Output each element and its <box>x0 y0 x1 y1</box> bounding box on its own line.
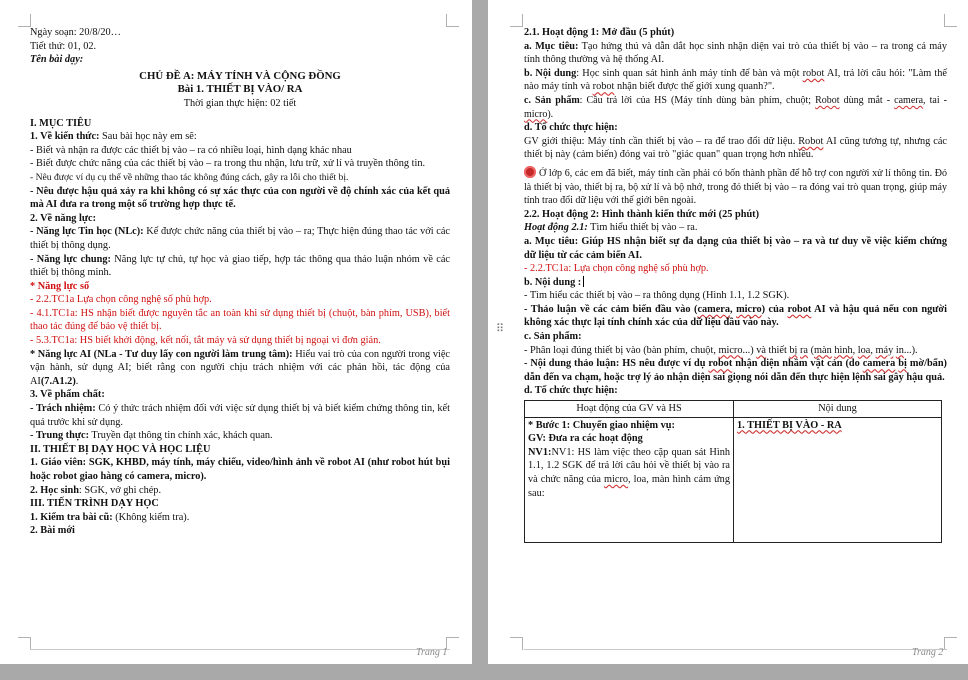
nv1-text: NV1:NV1: HS làm việc theo cặp quan sát Hình 1.1, 1.2 SGK để trả lời câu hỏi về thiết bị vào ra và chức năng của micro, loa, màn hình cảm ứng sau: <box>528 446 730 499</box>
noi-dung: b. Nội dung: Học sinh quan sát hình ảnh máy tính để bàn và một robot AI, trả lời câu hỏi: "Làm thế nào máy tính và robot nhận biết được thế giới xung quanh?". <box>524 67 947 93</box>
crop-mark <box>510 637 523 650</box>
document-page-1[interactable] <box>0 0 472 664</box>
table-header-cell: Hoạt động của GV và HS <box>525 401 734 418</box>
ten-bai-day: Tên bài dạy: <box>30 54 84 66</box>
page-number: Trang 1 <box>416 647 448 658</box>
document-page-2[interactable] <box>488 0 968 664</box>
chu-de-title: CHỦ ĐỀ A: MÁY TÍNH VÀ CỘNG ĐỒNG <box>139 69 341 82</box>
gv-line: GV: Đưa ra các hoạt động <box>528 433 643 445</box>
nang-luc-tin-hoc: - Năng lực Tin học (NLc): Kể được chức năng của thiết bị vào – ra; Thực hiện đúng thao tác với các thiết bị thông dụng. <box>30 226 451 251</box>
table-cell-noi-dung[interactable] <box>734 417 942 542</box>
table-row <box>525 417 942 542</box>
san-pham-2-item: - Phân loại đúng thiết bị vào (bàn phím, chuột, micro...) và thiết bị ra (màn hình, loa, máy in...). <box>524 344 918 356</box>
kien-thuc-item: - Biết và nhận ra được các thiết bị vào – ra có nhiều loại, hình dạng khác nhau <box>30 144 352 156</box>
nang-luc-chung: - Năng lực chung: Năng lực tự chủ, tự học và giao tiếp, hợp tác thông qua thảo luận nhóm về các thiết bị thông minh. <box>30 253 450 279</box>
hoat-dong-2-title: 2.2. Hoạt động 2: Hình thành kiến thức mới (25 phút) <box>524 208 760 220</box>
section-thiet-bi: II. THIẾT BỊ DẠY HỌC VÀ HỌC LIỆU <box>30 443 211 455</box>
page-number: Trang 2 <box>912 647 944 658</box>
page-2-body[interactable] <box>524 26 947 543</box>
section-muc-tieu: I. MỤC TIÊU <box>30 117 92 129</box>
note-paragraph: Ở lớp 6, các em đã biết, máy tính cần phải có bốn thành phần để hỗ trợ con người xử lí thông tin. Đó là thiết bị vào, thiết bị ra, bộ xử lí và bộ nhớ, trong đó thiết bị vào – ra đóng vai trò quan trọng, giúp máy tính trao đổi dữ liệu với thế giới bên ngoài. <box>524 167 947 207</box>
hoat-dong-1-title: 2.1. Hoạt động 1: Mở đầu (5 phút) <box>524 27 675 38</box>
pham-chat-trung-thuc: - Trung thực: Truyền đạt thông tin chính xác, khách quan. <box>30 430 273 442</box>
to-chuc-thuc-hien: d. Tổ chức thực hiện: <box>524 122 618 134</box>
pham-chat-trach-nhiem: - Trách nhiệm: Có ý thức trách nhiệm đối với việc sử dụng thiết bị và biết kiểm chứng thông tin, kết quả trước khi sử dụng. <box>30 403 450 428</box>
thoi-gian: Thời gian thực hiện: 02 tiết <box>183 97 297 109</box>
muc-tieu-2: a. Mục tiêu: Giúp HS nhận biết sự đa dạng của thiết bị vào – ra và tư duy về việc kiểm chứng dữ liệu từ các cảm biến AI. <box>524 235 948 261</box>
crop-mark <box>510 14 523 27</box>
page-1-body[interactable] <box>30 26 450 538</box>
kien-thuc-item: - Nêu được hậu quả xảy ra khi không có sự xác thực của con người về độ chính xác của kết quả mà AI đưa ra trong một số trường hợp thực tế. <box>30 185 450 211</box>
noi-dung-2: b. Nội dung : <box>524 276 947 290</box>
nang-luc-so: * Năng lực số <box>30 280 90 292</box>
buoc-1: * Bước 1: Chuyển giao nhiệm vụ: <box>528 419 675 431</box>
nang-luc-so-item: - 2.2.TC1a: Lựa chọn công nghệ số phù hợp. <box>524 263 709 275</box>
to-chuc-thuc-hien-2: d. Tổ chức thực hiện: <box>524 385 618 397</box>
note-icon <box>524 166 536 178</box>
table-header-cell: Nội dung <box>734 401 942 418</box>
san-pham-2-item: - Nội dung thảo luận: HS nêu được ví dụ robot nhận diện nhầm vật cản (do camera bị mờ/bẩn) dẫn đến va chạm, hoặc trợ lý ảo nhận diện sai giọng nói dẫn đến thực hiện lệnh sai gây hậu quả. <box>524 358 947 383</box>
activity-table[interactable] <box>524 400 942 543</box>
gv-gioi-thieu: GV giới thiệu: Máy tính cần thiết bị vào – ra để trao đổi dữ liệu. Robot AI cũng tương tự, nhưng các thiết bị này (cảm biến) đóng vai trò "giác quan" quan trọng hơn nhiều. <box>524 135 947 161</box>
giao-vien: 1. Giáo viên: SGK, KHBD, máy tính, máy chiếu, video/hình ảnh về robot AI (như robot hút bụi hoặc robot giao hàng có camera, micro). <box>30 457 450 482</box>
kien-thuc: 1. Về kiến thức: Sau bài học này em sẽ: <box>30 131 197 143</box>
kien-thuc-item: - Nêu được ví dụ cụ thể về những thao tác không đúng cách, gây ra lỗi cho thiết bị. <box>30 171 349 183</box>
san-pham-2: c. Sản phẩm: <box>524 331 582 343</box>
ngay-soan: Ngày soạn: 20/8/20… <box>30 27 121 38</box>
table-cell-gv-hs[interactable] <box>525 417 734 542</box>
nang-luc-title: 2. Về năng lực: <box>30 212 97 224</box>
section-tien-trinh: III. TIẾN TRÌNH DẠY HỌC <box>30 498 159 510</box>
nang-luc-so-item: - 4.1.TC1a: HS nhận biết được nguyên tắc an toàn khi sử dụng thiết bị (chuột, bàn phím, USB), biết thao tác đúng để bảo vệ thiết bị. <box>30 307 450 333</box>
kiem-tra-bai-cu: 1. Kiểm tra bài cũ: (Không kiểm tra). <box>30 511 190 523</box>
nang-luc-so-item: - 2.2.TC1a Lựa chọn công nghệ số phù hợp. <box>30 294 212 306</box>
hoc-sinh: 2. Học sinh: SGK, vở ghi chép. <box>30 484 162 496</box>
bai-moi: 2. Bài mới <box>30 525 75 537</box>
hoat-dong-2-1: Hoạt động 2.1: Tìm hiểu thiết bị vào – ra. <box>524 222 698 234</box>
pham-chat-title: 3. Về phẩm chất: <box>30 389 105 401</box>
kien-thuc-item: - Biết được chức năng của các thiết bị vào – ra trong thu nhận, lưu trữ, xử lí và truyền thông tin. <box>30 158 426 170</box>
table-header-row <box>525 401 942 418</box>
footer-rule <box>524 649 947 650</box>
san-pham: c. Sản phẩm: Câu trả lời của HS (Máy tính dùng bàn phím, chuột; Robot dùng mắt - camera, tai - micro). <box>524 94 948 120</box>
noi-dung-2-item: - Thảo luận về các cảm biến đầu vào (camera, micro) của robot AI và hậu quả nếu con người không xác thực lại tính chính xác của dữ liệu đầu vào này. <box>524 303 947 329</box>
noi-dung-2-item: - Tìm hiểu các thiết bị vào – ra thông dụng (Hình 1.1, 1.2 SGK). <box>524 290 790 302</box>
bai-title: Bài 1. THIẾT BỊ VÀO/ RA <box>177 83 303 96</box>
move-handle-icon[interactable]: ⠿ <box>496 322 505 335</box>
nang-luc-so-item: - 5.3.TC1a: HS biết khởi động, kết nối, tắt máy và sử dụng thiết bị ngoại vi đơn giản. <box>30 335 381 347</box>
footer-rule <box>30 649 450 650</box>
thiet-bi-vao-ra-heading: 1. THIẾT BỊ VÀO - RA <box>737 419 842 431</box>
muc-tieu: a. Mục tiêu: Tạo hứng thú và dẫn dắt học sinh nhận diện vai trò của thiết bị vào – ra trong cả máy tính thông thường và hệ thống AI. <box>524 40 948 66</box>
text-cursor <box>583 276 584 287</box>
tiet-thu: Tiết thứ: 01, 02. <box>30 40 97 52</box>
nang-luc-ai: * Năng lực AI (NLa - Tư duy lấy con người làm trung tâm): Hiểu vai trò của con người trong việc vận hành, sử dụng AI; biết rằng con người chịu trách nhiệm với các phản hồi, tác động của AI(7.A1.2). <box>30 348 450 387</box>
